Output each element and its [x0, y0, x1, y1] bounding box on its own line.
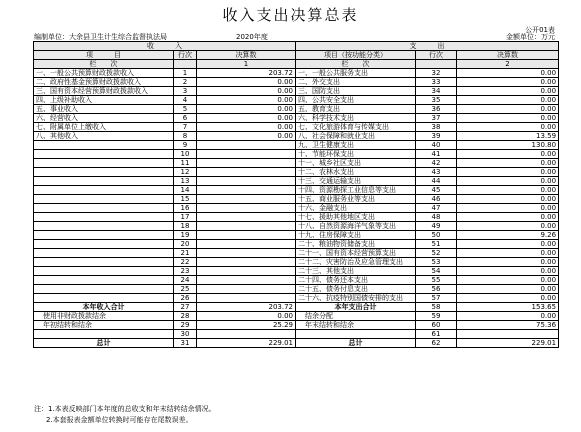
expense-row-number: 60 [416, 321, 457, 330]
expense-item-label: 二十六、抗疫特别国债安排的支出 [296, 294, 416, 303]
income-item-label: 使用非财政拨款结余 [34, 312, 174, 321]
income-item-header: 项 目 [34, 51, 174, 60]
income-amount [197, 141, 296, 150]
income-item-label [34, 195, 174, 204]
expense-item-label: 年末结转和结余 [296, 321, 416, 330]
expense-item-label: 四、公共安全支出 [296, 96, 416, 105]
income-amount [197, 249, 296, 258]
table-row [34, 213, 559, 222]
expense-row-number: 55 [416, 276, 457, 285]
income-amount [197, 276, 296, 285]
income-item-label: 五、事业收入 [34, 105, 174, 114]
table-row [34, 267, 559, 276]
expense-row-number: 51 [416, 240, 457, 249]
income-item-label [34, 222, 174, 231]
income-amount [197, 186, 296, 195]
income-row-number: 3 [174, 87, 197, 96]
expense-row-number: 59 [416, 312, 457, 321]
expense-amount: 0.00 [457, 96, 559, 105]
expense-amount: 130.80 [457, 141, 559, 150]
income-item-label [34, 267, 174, 276]
expense-amount: 0.00 [457, 195, 559, 204]
table-row [34, 177, 559, 186]
expense-item-label: 结余分配 [296, 312, 416, 321]
income-amount: 0.00 [197, 312, 296, 321]
expense-amount: 0.00 [457, 87, 559, 96]
expense-item-label: 七、文化旅游体育与传媒支出 [296, 123, 416, 132]
income-amount: 25.29 [197, 321, 296, 330]
income-item-label: 年初结转和结余 [34, 321, 174, 330]
income-column-index-label: 栏 次 [34, 60, 174, 69]
income-row-header: 行次 [174, 51, 197, 60]
expense-amount: 0.00 [457, 276, 559, 285]
income-row-number: 9 [174, 141, 197, 150]
income-row-number: 4 [174, 96, 197, 105]
income-row-number: 26 [174, 294, 197, 303]
income-row-number: 28 [174, 312, 197, 321]
expense-item-label: 十四、资源勘探工业信息等支出 [296, 186, 416, 195]
form-number: 公开01表 [525, 26, 555, 34]
expense-amount: 0.00 [457, 114, 559, 123]
table-row [34, 186, 559, 195]
income-amount: 229.01 [197, 339, 296, 348]
income-item-label [34, 285, 174, 294]
expense-item-label: 二十、粮油物资储备支出 [296, 240, 416, 249]
expense-row-number: 54 [416, 267, 457, 276]
table-row [34, 141, 559, 150]
expense-item-label: 九、卫生健康支出 [296, 141, 416, 150]
income-amount [197, 231, 296, 240]
expense-row-number: 58 [416, 303, 457, 312]
income-item-label: 七、附属单位上缴收入 [34, 123, 174, 132]
table-row [34, 339, 559, 348]
table-row [34, 150, 559, 159]
income-item-label: 一、一般公共预算财政拨款收入 [34, 69, 174, 78]
table-row [34, 312, 559, 321]
income-row-number: 10 [174, 150, 197, 159]
income-item-label [34, 249, 174, 258]
expense-row-number: 39 [416, 132, 457, 141]
income-item-label: 本年收入合计 [34, 303, 174, 312]
income-amount: 0.00 [197, 114, 296, 123]
income-row-number: 17 [174, 213, 197, 222]
expense-amount-index: 2 [457, 60, 559, 69]
expense-amount: 0.00 [457, 204, 559, 213]
compiler-unit: 编制单位：大余县卫生计生综合监督执法局 [34, 33, 167, 41]
income-item-label [34, 213, 174, 222]
expense-item-label: 八、社会保障和就业支出 [296, 132, 416, 141]
income-item-label: 八、其他收入 [34, 132, 174, 141]
table-row [34, 96, 559, 105]
expense-amount: 0.00 [457, 240, 559, 249]
income-row-number: 23 [174, 267, 197, 276]
footnote-1: 注：1.本表反映部门本年度的总收支和年末结转结余情况。 [34, 405, 216, 413]
expense-amount: 0.00 [457, 177, 559, 186]
income-item-label [34, 141, 174, 150]
table-row [34, 303, 559, 312]
expense-item-label: 十五、商业服务业等支出 [296, 195, 416, 204]
expense-row-number: 44 [416, 177, 457, 186]
income-amount [197, 240, 296, 249]
expense-amount: 0.00 [457, 312, 559, 321]
amount-unit: 金额单位：万元 [506, 33, 555, 41]
income-row-number: 1 [174, 69, 197, 78]
income-amount [197, 177, 296, 186]
income-row-number: 5 [174, 105, 197, 114]
expense-item-label: 本年支出合计 [296, 303, 416, 312]
report-year: 2020年度 [236, 33, 268, 41]
expense-row-number: 49 [416, 222, 457, 231]
expense-amount: 0.00 [457, 249, 559, 258]
expense-amount: 0.00 [457, 69, 559, 78]
income-amount [197, 267, 296, 276]
expense-amount: 0.00 [457, 150, 559, 159]
table-row [34, 276, 559, 285]
expense-row-number: 40 [416, 141, 457, 150]
table-row [34, 294, 559, 303]
income-expense-table [33, 41, 559, 348]
income-amount: 0.00 [197, 78, 296, 87]
expense-item-label: 十六、金融支出 [296, 204, 416, 213]
expense-section-header: 支 出 [296, 42, 559, 51]
income-amount: 203.72 [197, 69, 296, 78]
income-amount [197, 168, 296, 177]
income-amount-header: 决算数 [197, 51, 296, 60]
income-amount [197, 159, 296, 168]
income-row-number: 31 [174, 339, 197, 348]
income-row-number: 15 [174, 195, 197, 204]
expense-amount: 0.00 [457, 294, 559, 303]
expense-amount: 0.00 [457, 213, 559, 222]
expense-item-label: 十七、援助其他地区支出 [296, 213, 416, 222]
table-row [34, 231, 559, 240]
expense-item-label: 一、一般公共服务支出 [296, 69, 416, 78]
income-item-label [34, 159, 174, 168]
expense-amount: 0.00 [457, 258, 559, 267]
expense-row-number: 37 [416, 114, 457, 123]
income-row-number: 20 [174, 240, 197, 249]
income-amount [197, 204, 296, 213]
expense-row-number: 33 [416, 78, 457, 87]
expense-row-number: 42 [416, 159, 457, 168]
expense-amount: 9.26 [457, 231, 559, 240]
expense-row-number: 41 [416, 150, 457, 159]
expense-row-number: 36 [416, 105, 457, 114]
table-row [34, 222, 559, 231]
expense-item-label: 二十一、国有资本经营预算支出 [296, 249, 416, 258]
table-row [34, 87, 559, 96]
income-amount: 0.00 [197, 87, 296, 96]
expense-row-number: 56 [416, 285, 457, 294]
expense-row-number: 50 [416, 231, 457, 240]
expense-row-number: 46 [416, 195, 457, 204]
income-row-number: 2 [174, 78, 197, 87]
income-item-label [34, 276, 174, 285]
page-title: 收入支出决算总表 [222, 6, 359, 24]
expense-row-number: 47 [416, 204, 457, 213]
expense-item-label [296, 330, 416, 339]
income-amount [197, 330, 296, 339]
income-amount [197, 150, 296, 159]
income-row-number: 24 [174, 276, 197, 285]
expense-amount [457, 330, 559, 339]
expense-item-label: 六、科学技术支出 [296, 114, 416, 123]
expense-column-index-label: 栏 次 [296, 60, 416, 69]
income-row-number: 21 [174, 249, 197, 258]
expense-amount: 153.65 [457, 303, 559, 312]
income-row-number: 29 [174, 321, 197, 330]
income-amount: 0.00 [197, 96, 296, 105]
expense-row-number: 48 [416, 213, 457, 222]
income-item-label: 三、国有资本经营预算财政拨款收入 [34, 87, 174, 96]
expense-item-label: 三、国防支出 [296, 87, 416, 96]
table-row [34, 132, 559, 141]
income-item-label [34, 231, 174, 240]
expense-amount: 0.00 [457, 267, 559, 276]
income-row-number: 22 [174, 258, 197, 267]
table-row [34, 159, 559, 168]
income-item-label [34, 330, 174, 339]
income-item-label [34, 258, 174, 267]
expense-row-number: 57 [416, 294, 457, 303]
income-amount: 203.72 [197, 303, 296, 312]
income-item-label [34, 150, 174, 159]
table-row [34, 330, 559, 339]
expense-item-label: 五、教育支出 [296, 105, 416, 114]
income-row-number: 8 [174, 132, 197, 141]
expense-amount: 13.59 [457, 132, 559, 141]
income-row-number: 30 [174, 330, 197, 339]
income-row-index [174, 60, 197, 69]
income-row-number: 14 [174, 186, 197, 195]
expense-row-number: 32 [416, 69, 457, 78]
table-row [34, 285, 559, 294]
expense-amount: 0.00 [457, 168, 559, 177]
expense-amount: 0.00 [457, 222, 559, 231]
income-amount: 0.00 [197, 105, 296, 114]
expense-item-label: 十三、交通运输支出 [296, 177, 416, 186]
income-amount [197, 285, 296, 294]
table-row [34, 204, 559, 213]
expense-item-label: 十一、城乡社区支出 [296, 159, 416, 168]
income-item-label [34, 186, 174, 195]
table-row [34, 240, 559, 249]
expense-item-label: 二十五、债务付息支出 [296, 285, 416, 294]
expense-amount: 229.01 [457, 339, 559, 348]
table-row [34, 105, 559, 114]
table-row [34, 69, 559, 78]
income-amount [197, 258, 296, 267]
expense-item-label: 总计 [296, 339, 416, 348]
expense-row-number: 52 [416, 249, 457, 258]
income-row-number: 25 [174, 285, 197, 294]
income-item-label: 六、经营收入 [34, 114, 174, 123]
income-item-label: 四、上级补助收入 [34, 96, 174, 105]
income-row-number: 6 [174, 114, 197, 123]
table-row [34, 78, 559, 87]
expense-item-label: 二十四、债务还本支出 [296, 276, 416, 285]
income-row-number: 13 [174, 177, 197, 186]
table-row [34, 249, 559, 258]
expense-amount: 0.00 [457, 285, 559, 294]
expense-row-number: 35 [416, 96, 457, 105]
income-row-number: 7 [174, 123, 197, 132]
expense-item-label: 十八、自然资源海洋气象等支出 [296, 222, 416, 231]
income-item-label: 总计 [34, 339, 174, 348]
expense-row-number: 43 [416, 168, 457, 177]
expense-amount: 0.00 [457, 159, 559, 168]
table-row [34, 123, 559, 132]
expense-row-number: 61 [416, 330, 457, 339]
section-header-row [34, 42, 559, 51]
income-row-number: 18 [174, 222, 197, 231]
expense-item-label: 二十二、灾害防治及应急管理支出 [296, 258, 416, 267]
income-row-number: 27 [174, 303, 197, 312]
income-amount [197, 222, 296, 231]
table-row [34, 258, 559, 267]
expense-item-header: 项目（按功能分类） [296, 51, 416, 60]
income-item-label [34, 168, 174, 177]
income-amount: 0.00 [197, 123, 296, 132]
table-row [34, 195, 559, 204]
column-header-row [34, 51, 559, 60]
expense-row-index [416, 60, 457, 69]
income-amount: 0.00 [197, 132, 296, 141]
expense-row-number: 53 [416, 258, 457, 267]
expense-amount: 75.36 [457, 321, 559, 330]
income-row-number: 19 [174, 231, 197, 240]
expense-item-label: 二、外交支出 [296, 78, 416, 87]
income-row-number: 11 [174, 159, 197, 168]
expense-row-number: 34 [416, 87, 457, 96]
expense-row-number: 38 [416, 123, 457, 132]
income-section-header: 收 入 [34, 42, 296, 51]
expense-row-header: 行次 [416, 51, 457, 60]
income-amount [197, 294, 296, 303]
expense-amount: 0.00 [457, 105, 559, 114]
expense-item-label: 十二、农林水支出 [296, 168, 416, 177]
expense-amount: 0.00 [457, 78, 559, 87]
expense-amount: 0.00 [457, 123, 559, 132]
table-row [34, 114, 559, 123]
expense-amount-header: 决算数 [457, 51, 559, 60]
expense-item-label: 十九、住房保障支出 [296, 231, 416, 240]
income-item-label: 二、政府性基金预算财政拨款收入 [34, 78, 174, 87]
income-amount [197, 195, 296, 204]
expense-amount: 0.00 [457, 186, 559, 195]
expense-item-label: 十、节能环保支出 [296, 150, 416, 159]
income-item-label [34, 204, 174, 213]
income-row-number: 16 [174, 204, 197, 213]
table-row [34, 321, 559, 330]
expense-row-number: 45 [416, 186, 457, 195]
income-item-label [34, 294, 174, 303]
income-item-label [34, 240, 174, 249]
income-item-label [34, 177, 174, 186]
income-amount [197, 213, 296, 222]
income-amount-index: 1 [197, 60, 296, 69]
income-row-number: 12 [174, 168, 197, 177]
expense-row-number: 62 [416, 339, 457, 348]
footnotes [34, 404, 216, 426]
footnote-2: 2.本套报表金额单位转换时可能存在尾数误差。 [46, 416, 193, 424]
column-index-row [34, 60, 559, 69]
expense-item-label: 二十三、其他支出 [296, 267, 416, 276]
table-row [34, 168, 559, 177]
